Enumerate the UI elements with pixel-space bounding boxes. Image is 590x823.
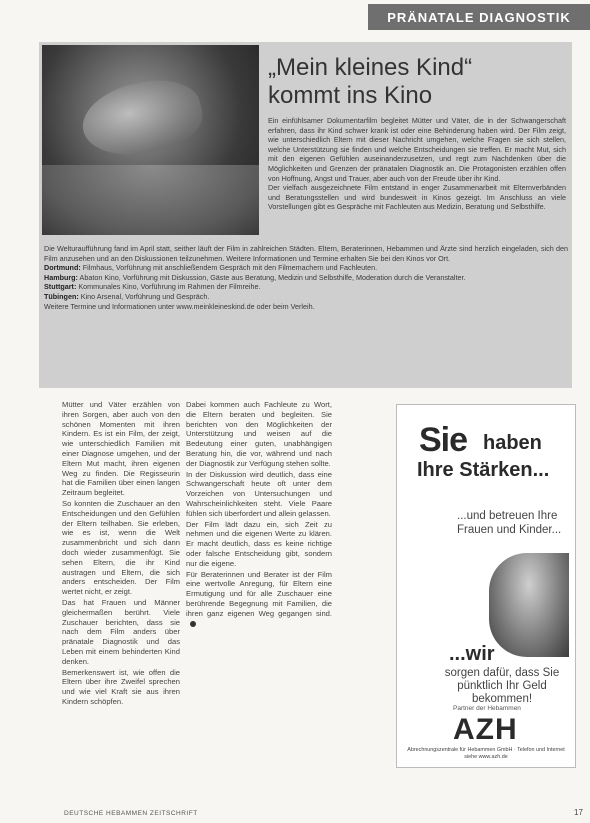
box-outro: Weitere Termine und Informationen unter www.meinkleineskind.de oder beim Verleih. bbox=[44, 301, 315, 311]
column-paragraph-text: Für Beraterinnen und Berater ist der Film eine wertvolle Anregung, für Eltern eine Ermutigung und für alle Zuschauer eine berührende Begegnung mit Familien, die ihren ganz eigenen Weg gegangen sind. bbox=[186, 569, 332, 618]
screening-stuttgart bbox=[44, 282, 568, 292]
ad-subline: ...und betreuen Ihre Frauen und Kinder... bbox=[457, 510, 562, 536]
advertisement[interactable] bbox=[396, 404, 576, 768]
box-full-text bbox=[44, 244, 568, 384]
ad-wir-subline: sorgen dafür, dass Sie pünktlich Ihr Geld bekommen! bbox=[444, 667, 560, 705]
screening-city: Hamburg: bbox=[44, 272, 78, 282]
box-continue-paragraph: Der vielfach ausgezeichnete Film entstand in enger Zusammenarbeit mit Elternverbänden und Beratungsstellen und wird bundesweit in Kinos gezeigt. Im Anschluss an viele Vorstellungen gibt es Gespräche mit Fachleuten aus Medizin, Beratung und Selbsthilfe. bbox=[268, 183, 566, 212]
screening-city: Stuttgart: bbox=[44, 282, 77, 292]
ad-photo bbox=[489, 553, 569, 657]
screening-tuebingen bbox=[44, 292, 568, 302]
ad-headline-haben: haben bbox=[483, 432, 542, 454]
column-paragraph: In der Diskussion wird deutlich, dass eine Schwangerschaft heute oft unter dem Vorzeichen von Untersuchungen und Wahrscheinlichkeiten steht. Viele Paare fühlen sich überfordert und allein gelassen. bbox=[186, 469, 332, 518]
column-paragraph: Das hat Frauen und Männer gleichermaßen berührt. Viele Zuschauer berichten, dass sie nach dem Film anders über pränatale Diagnostik und das Leben mit einem behinderten Kind denken. bbox=[62, 597, 180, 666]
column-paragraph: Mütter und Väter erzählen von ihren Sorgen, aber auch von den schönen Momenten mit ihren Kindern. Es ist ein Film, der zeigt, wie unterschiedlich Familien mit einer Diagnose umgehen, und der Eltern Mut macht, ihren eigenen Weg zu finden. Die Regisseurin hat die Familien über einen langen Zeitraum begleitet. bbox=[62, 400, 180, 498]
screening-city: Dortmund: bbox=[44, 263, 81, 273]
article-headline bbox=[268, 54, 568, 110]
screening-text: Kommunales Kino, Vorführung im Rahmen der Filmreihe. bbox=[76, 282, 261, 292]
screening-text: Filmhaus, Vorführung mit anschließendem Gespräch mit den Filmemachern und Fachleuten. bbox=[80, 263, 378, 273]
screening-hamburg bbox=[44, 273, 568, 283]
box-intro-text bbox=[268, 116, 566, 244]
ad-logo: AZH bbox=[453, 713, 518, 746]
column-paragraph: Dabei kommen auch Fachleute zu Wort, die Eltern beraten und begleiten. Sie berichten von den Möglichkeiten der Unterstützung und weisen auf die Bedeutung einer guten, unabhängigen Beratung hin, die vor, während und nach der Diagnostik zur Verfügung stehen sollte. bbox=[186, 400, 332, 468]
column-paragraph: Bemerkenswert ist, wie offen die Eltern über ihre Zweifel sprechen und wie viel Kraft sie aus ihren Kindern schöpfen. bbox=[62, 667, 180, 706]
column-paragraph: Der Film lädt dazu ein, sich Zeit zu nehmen und die eigenen Werte zu klären. Er macht deutlich, dass es keine richtige oder falsche Entscheidung gibt, sondern nur die eigene. bbox=[186, 519, 332, 568]
screening-text: Abaton Kino, Vorführung mit Diskussion, Gäste aus Beratung, Medizin und Selbsthilfe, Moderation durch die Veranstalter. bbox=[77, 272, 466, 282]
photo-subject bbox=[76, 71, 208, 164]
magazine-name: DEUTSCHE HEBAMMEN ZEITSCHRIFT bbox=[64, 810, 198, 817]
photo-floor bbox=[42, 165, 259, 235]
ad-headline-sie: Sie bbox=[419, 421, 468, 459]
page-number: 17 bbox=[574, 808, 583, 817]
article-photo bbox=[42, 45, 259, 235]
column-paragraph bbox=[186, 570, 332, 629]
screening-city: Tübingen: bbox=[44, 291, 79, 301]
screening-text: Kino Arsenal, Vorführung und Gespräch. bbox=[78, 291, 210, 301]
box-intro-paragraph: Ein einfühlsamer Dokumentarfilm begleitet Mütter und Väter, die in der Schwangerschaft erfahren, dass ihr Kind schwer krank ist oder eine Behinderung haben wird. Der Film zeigt, wie unterschiedlich Eltern mit dieser Nachricht umgehen, welche Fragen sie sich stellen, welche Unterstützung sie finden und welche Entscheidungen sie treffen. Er macht Mut, sich mit den eigenen Gefühlen auseinanderzusetzen, und regt zum Nachdenken über die Möglichkeiten und Grenzen der pränatalen Diagnostik an. Die Protagonisten erzählen offen von Hoffnung, Angst und Trauer, aber auch von der Freude über ihr Kind. bbox=[268, 116, 566, 183]
ad-footer: Abrechnungszentrale für Hebammen GmbH · Telefon und Internet siehe www.azh.de bbox=[407, 747, 565, 760]
article-column-1 bbox=[62, 400, 180, 798]
ad-wir: ...wir bbox=[449, 643, 495, 665]
headline-line-2: kommt ins Kino bbox=[268, 82, 433, 109]
section-label: PRÄNATALE DIAGNOSTIK bbox=[368, 4, 590, 30]
ad-partner-label: Partner der Hebammen bbox=[453, 705, 521, 712]
end-mark-icon bbox=[190, 621, 196, 627]
column-paragraph: So konnten die Zuschauer an den Entscheidungen und den Gefühlen der Eltern teilhaben. Sie erleben, wie es ist, wenn die Welt zusammenbricht und sich dann doch wieder zusammenfügt. Sie sehen Eltern, die ihr Kind austragen und Eltern, die sich anders entscheiden. Der Film wertet nicht, er zeigt. bbox=[62, 498, 180, 597]
ad-headline-staerken: Ihre Stärken... bbox=[417, 459, 550, 481]
box-full-paragraph: Die Welturaufführung fand im April statt, seither läuft der Film in zahlreichen Städten. Eltern, Beraterinnen, Hebammen und Ärzte sind herzlich eingeladen, sich den Film anzusehen und an den Diskussionen teilzunehmen. Weitere Informationen und Termine erhalten Sie bei den Kinos vor Ort. bbox=[44, 244, 568, 263]
article-column-2 bbox=[186, 400, 332, 798]
headline-line-1: „Mein kleines Kind“ bbox=[268, 54, 473, 81]
screening-dortmund bbox=[44, 263, 568, 273]
